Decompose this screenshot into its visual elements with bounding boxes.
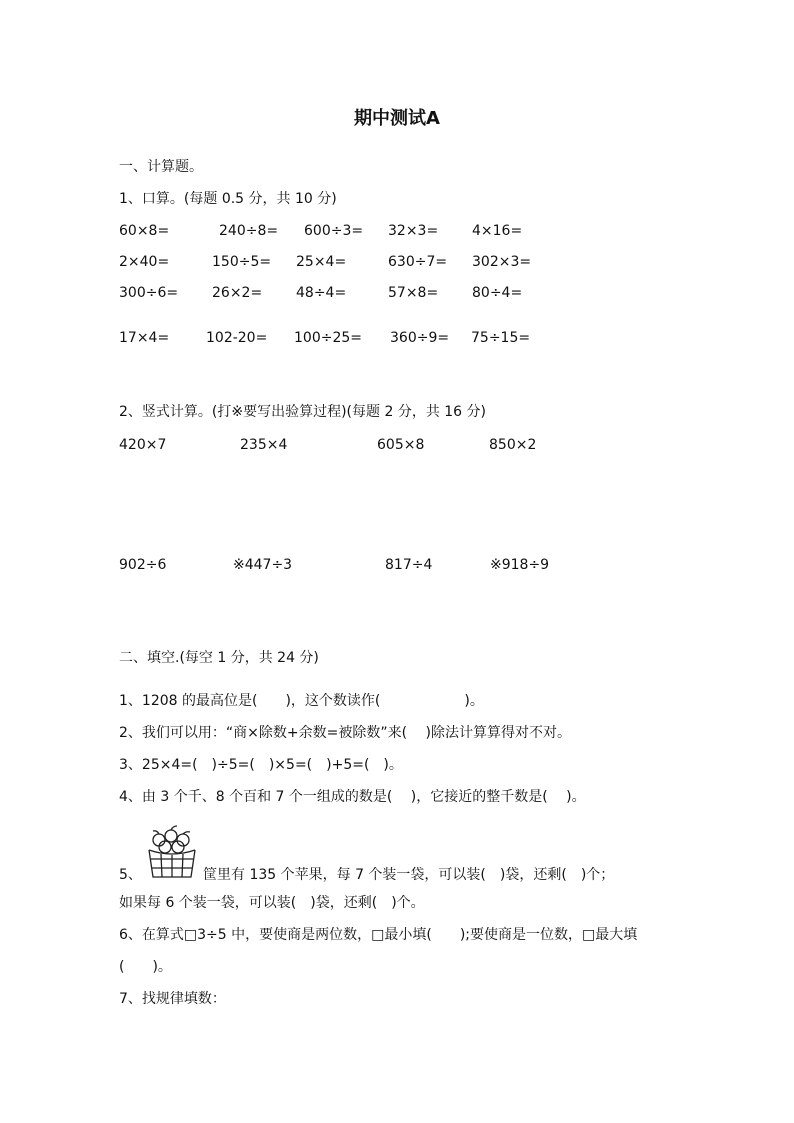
vertical-calc-item: 605×8 [377,437,425,453]
oral-calc-item: 600÷3= [304,223,364,239]
vertical-calc-item: 850×2 [489,437,537,453]
page-title: 期中测试A [354,108,440,129]
q7-heading: 7、找规律填数： [119,991,226,1007]
fill-blank-item: 2、我们可以用：“商×除数+余数=被除数”来( )除法计算算得对不对。 [119,725,571,741]
oral-calc-item: 26×2= [212,285,263,301]
q5-line1: 筐里有 135 个苹果，每 7 个装一袋，可以装( )袋，还剩( )个； [203,867,615,883]
oral-calc-item: 80÷4= [472,285,523,301]
vertical-calc-item: 817÷4 [385,557,433,573]
q6-line2: ( )。 [119,959,172,975]
oral-calc-item: 300÷6= [119,285,179,301]
section1-heading: 一、计算题。 [119,159,203,175]
fill-blank-item: 3、25×4=( )÷5=( )×5=( )+5=( )。 [119,757,403,773]
vertical-calc-item: ※918÷9 [490,557,550,573]
apple-basket-icon [143,824,201,880]
oral-calc-item: 4×16= [472,223,523,239]
vertical-calc-item: 902÷6 [119,557,167,573]
fill-blank-item: 1、1208 的最高位是( )，这个数读作( )。 [119,693,484,709]
oral-calc-item: 17×4= [119,330,170,346]
vertical-calc-item: 235×4 [240,437,288,453]
oral-calc-item: 100÷25= [294,330,362,346]
oral-calc-item: 150÷5= [212,254,272,270]
vertical-calc-item: ※447÷3 [233,557,293,573]
section2-heading: 二、填空.(每空 1 分，共 24 分) [119,650,319,666]
oral-calc-item: 48÷4= [296,285,347,301]
q6-line1: 6、在算式□3÷5 中，要使商是两位数，□最小填( );要使商是一位数，□最大填 [119,927,638,943]
q5-number: 5、 [119,867,142,883]
oral-calc-item: 25×4= [296,254,347,270]
vertical-calc-item: 420×7 [119,437,167,453]
oral-calc-item: 630÷7= [388,254,448,270]
q1-heading: 1、口算。(每题 0.5 分，共 10 分) [119,191,337,207]
oral-calc-item: 57×8= [388,285,439,301]
oral-calc-item: 302×3= [472,254,532,270]
fill-blank-item: 4、由 3 个千、8 个百和 7 个一组成的数是( )，它接近的整千数是( )。 [119,789,586,805]
q2-heading: 2、竖式计算。(打※要写出验算过程)(每题 2 分，共 16 分) [119,404,487,420]
q5-line2: 如果每 6 个装一袋，可以装( )袋，还剩( )个。 [119,895,425,911]
oral-calc-item: 102-20= [206,330,268,346]
oral-calc-item: 75÷15= [471,330,531,346]
oral-calc-item: 60×8= [119,223,170,239]
oral-calc-item: 32×3= [388,223,439,239]
oral-calc-item: 240÷8= [219,223,279,239]
oral-calc-item: 2×40= [119,254,170,270]
oral-calc-item: 360÷9= [390,330,450,346]
